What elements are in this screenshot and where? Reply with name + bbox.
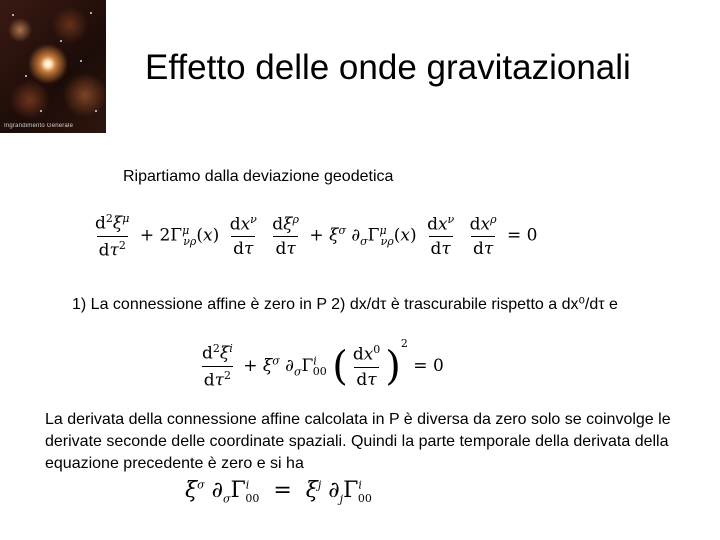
simplified-equation: $\frac{d^2\xi^i}{d\tau^2}$ + $\xi^\sigma$ $\partial_\sigma\Gamma^i_{00}$ ( $\frac{dx^0}{d\tau}$ )$^2$ = 0 [202, 337, 444, 391]
geodesic-deviation-equation: $\frac{d^2\xi^\mu}{d\tau^2}$ + $2\Gamma^\mu_{\nu\rho}(x)$ $\frac{dx^\nu}{d\tau}$ $\frac{d\xi^\rho}{d\tau}$ + $\xi^\sigma$ $\partial_\sigma\Gamma^\mu_{\nu\rho}(x)$ $\frac{dx^\nu}{d\tau}$ $\frac{dx^\rho}{d\tau}$ = 0 [95, 212, 538, 261]
slide-title: Effetto delle onde gravitazionali [145, 48, 631, 87]
final-equation: $\xi^\sigma$ $\partial_\sigma\Gamma^i_{00} = \xi^j$ $\partial_j\Gamma^i_{00}$ [185, 478, 372, 506]
image-caption: Ingrandimento Generale [4, 123, 74, 129]
conditions-line: 1) La connessione affine è zero in P 2) dx/dτ è trascurabile rispetto a dx⁰/dτ e [72, 296, 618, 313]
nebula-image [0, 0, 106, 133]
explanation-paragraph: La derivata della connessione affine calcolata in P è diversa da zero solo se coinvolge le derivate seconde delle coordinate spaziali. Quindi la parte temporale della derivata della equazione precedente è zero e si ha [45, 411, 671, 472]
subtitle-text: Ripartiamo dalla deviazione geodetica [123, 168, 394, 185]
